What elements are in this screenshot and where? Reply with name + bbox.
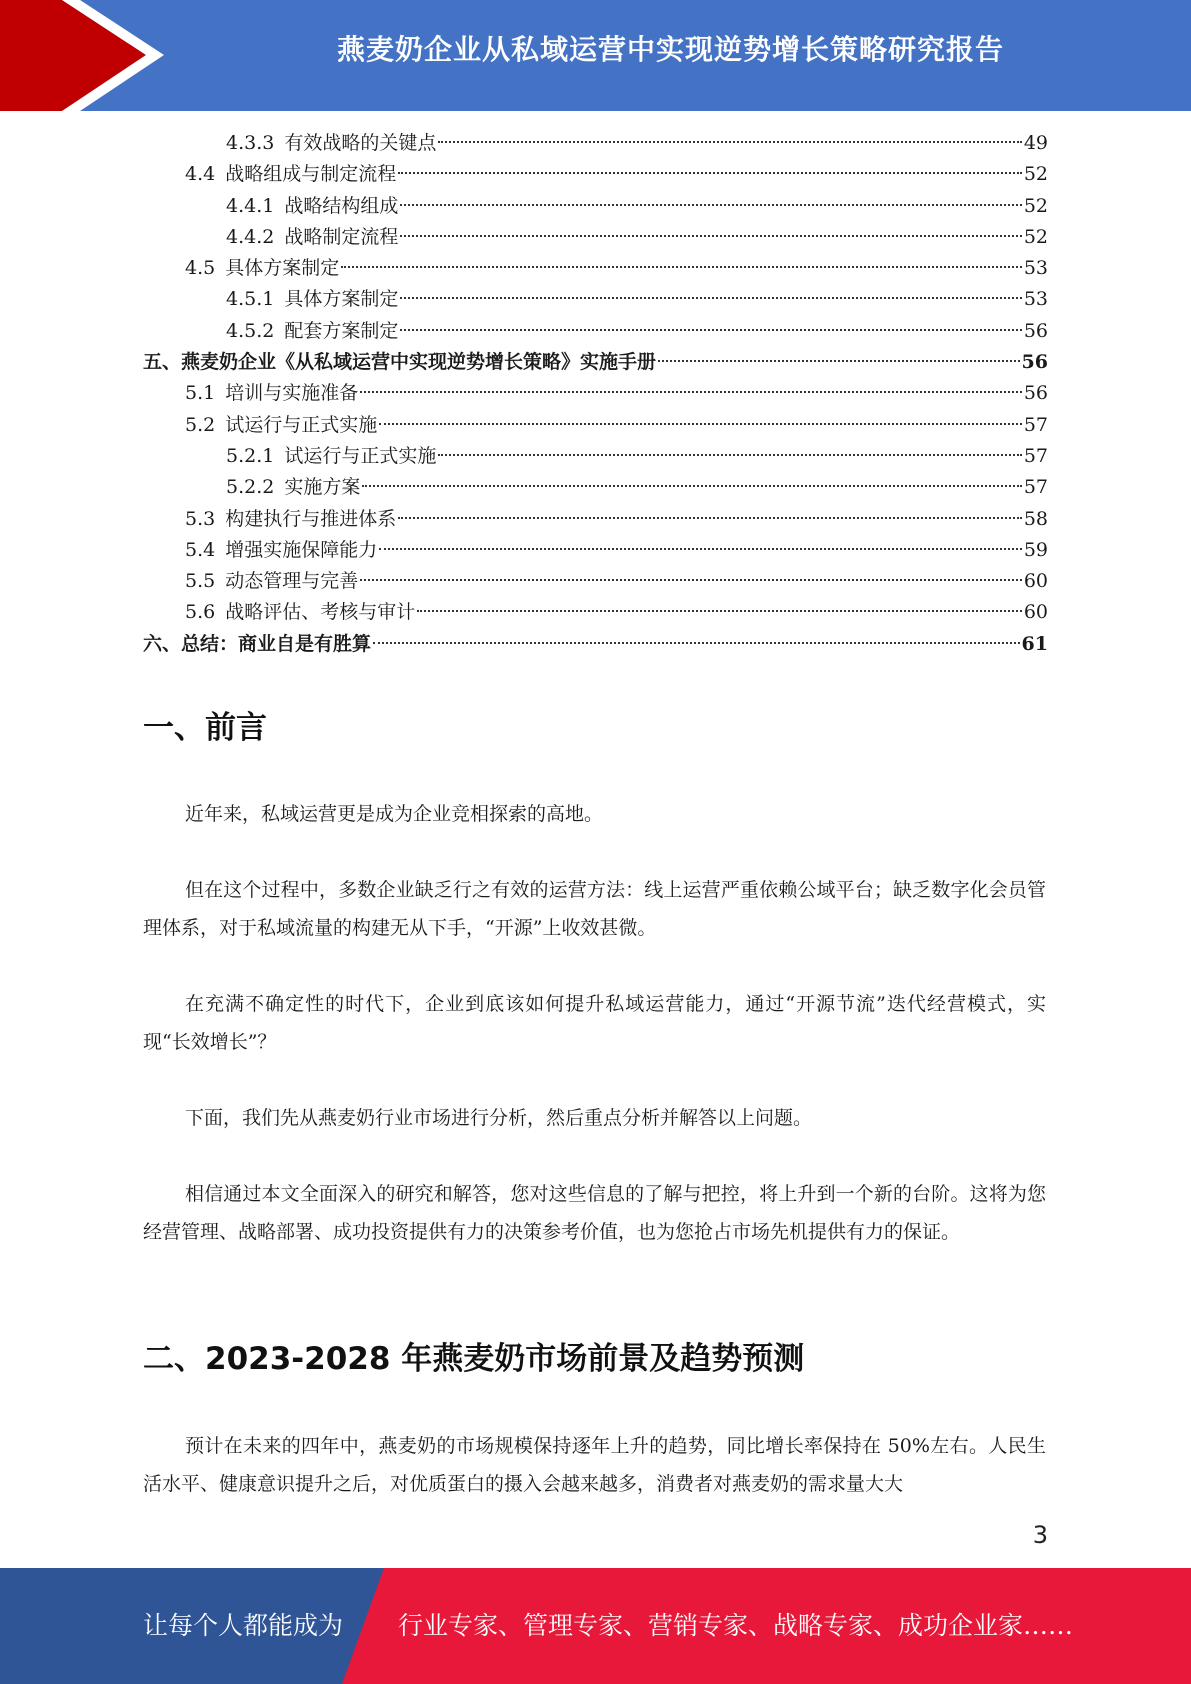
toc-entry-title: 战略制定流程 (284, 225, 399, 248)
toc-entry-title: 试运行与正式实施 (284, 444, 437, 467)
toc-entry[interactable] (143, 378, 1048, 409)
toc-entry-title: 具体方案制定 (284, 288, 399, 311)
toc-dot-leader (438, 454, 1021, 456)
toc-entry-title: 有效战略的关键点 (284, 132, 437, 154)
toc-entry-page: 52 (1023, 163, 1048, 186)
toc-entry-page: 57 (1023, 476, 1048, 499)
toc-entry-number: 5.6 (185, 601, 216, 624)
toc-entry-page: 60 (1023, 570, 1048, 593)
toc-entry[interactable] (143, 566, 1048, 597)
toc-entry-title: 动态管理与完善 (225, 570, 359, 593)
toc-dot-leader (379, 423, 1022, 425)
toc-entry-title: 培训与实施准备 (225, 382, 359, 405)
toc-entry-title: 具体方案制定 (225, 257, 340, 280)
toc-dot-leader (360, 391, 1022, 393)
toc-entry-page: 60 (1023, 601, 1048, 624)
toc-entry-page: 53 (1023, 288, 1048, 311)
toc-entry-number: 5.4 (185, 538, 216, 561)
toc-entry-number: 4.4.2 (226, 225, 275, 248)
toc-entry-page: 53 (1023, 257, 1048, 280)
toc-entry[interactable] (143, 472, 1048, 503)
toc-entry[interactable] (143, 191, 1048, 222)
toc-entry[interactable] (143, 629, 1048, 660)
header-title: 燕麦奶企业从私域运营中实现逆势增长策略研究报告 (336, 33, 1004, 66)
toc-entry-page: 61 (1021, 632, 1048, 655)
toc-entry-title: 试运行与正式实施 (225, 413, 378, 436)
paragraph: 近年来，私域运营更是成为企业竞相探索的高地。 (185, 803, 604, 825)
paragraph: 下面，我们先从燕麦奶行业市场进行分析，然后重点分析并解答以上问题。 (185, 1107, 813, 1129)
toc-dot-leader (400, 235, 1021, 237)
page-footer (0, 1568, 1191, 1684)
page-header (0, 0, 1191, 111)
toc-entry-title: 增强实施保障能力 (225, 538, 378, 561)
toc-entry-number: 5.3 (185, 507, 216, 530)
toc-dot-leader (398, 172, 1022, 174)
toc-entry-page: 57 (1023, 444, 1048, 467)
toc-entry-page: 56 (1023, 382, 1048, 405)
toc-entry-page: 52 (1023, 194, 1048, 217)
paragraph: 但在这个过程中，多数企业缺乏行之有效的运营方法：线上运营严重依赖公域平台；缺乏数字化会员管理体系，对于私域流量的构建无从下手，“开源”上收效甚微。 (143, 879, 1046, 939)
toc-dot-leader (400, 297, 1021, 299)
toc-entry-page: 59 (1023, 538, 1048, 561)
paragraph: 相信通过本文全面深入的研究和解答，您对这些信息的了解与把控，将上升到一个新的台阶。这将为您经营管理、战略部署、成功投资提供有力的决策参考价值，也为您抢占市场先机提供有力的保证。 (143, 1183, 1046, 1243)
toc-entry[interactable] (143, 128, 1048, 159)
toc-entry-number: 4.3.3 (226, 132, 275, 154)
toc-entry-page: 56 (1023, 319, 1048, 342)
toc-entry-title: 五、燕麦奶企业《从私域运营中实现逆势增长策略》实施手册 (143, 351, 657, 374)
toc-dot-leader (417, 610, 1022, 612)
toc-entry-page: 58 (1023, 507, 1048, 530)
toc-entry-page: 57 (1023, 413, 1048, 436)
toc-entry-title: 配套方案制定 (284, 319, 399, 342)
paragraph: 预计在未来的四年中，燕麦奶的市场规模保持逐年上升的趋势，同比增长率保持在 50%左右。人民生活水平、健康意识提升之后，对优质蛋白的摄入会越来越多，消费者对燕麦奶的需求量大大 (143, 1435, 1046, 1495)
toc-entry-number: 4.4.1 (226, 194, 275, 217)
toc-entry-page: 49 (1023, 132, 1048, 154)
toc-entry-number: 4.4 (185, 163, 216, 186)
toc-entry-number: 4.5.2 (226, 319, 275, 342)
paragraph: 在充满不确定性的时代下，企业到底该如何提升私域运营能力，通过“开源节流”迭代经营模式，实现“长效增长”？ (143, 993, 1046, 1053)
toc-dot-leader (400, 204, 1021, 206)
footer-slogan: 让每个人都能成为 (143, 1611, 344, 1640)
table-of-contents (143, 128, 1048, 660)
toc-dot-leader (658, 360, 1020, 362)
toc-entry-title: 构建执行与推进体系 (225, 507, 397, 530)
toc-entry-number: 5.5 (185, 570, 216, 593)
toc-entry[interactable] (143, 504, 1048, 535)
toc-dot-leader (398, 517, 1022, 519)
toc-dot-leader (341, 266, 1022, 268)
toc-entry[interactable] (143, 284, 1048, 315)
toc-entry-number: 5.1 (185, 382, 216, 405)
toc-dot-leader (400, 329, 1021, 331)
toc-entry[interactable] (143, 222, 1048, 253)
toc-dot-leader (360, 579, 1022, 581)
toc-dot-leader (373, 642, 1020, 644)
toc-dot-leader (379, 548, 1022, 550)
toc-entry-title: 六、总结：商业自是有胜算 (143, 632, 372, 655)
toc-entry-number: 5.2.1 (226, 444, 275, 467)
toc-entry-title: 实施方案 (284, 476, 361, 499)
toc-entry[interactable] (143, 347, 1048, 378)
toc-entry-number: 4.5.1 (226, 288, 275, 311)
toc-entry-number: 4.5 (185, 257, 216, 280)
toc-entry-number: 5.2 (185, 413, 216, 436)
toc-entry-title: 战略评估、考核与审计 (225, 601, 416, 624)
toc-entry[interactable] (143, 253, 1048, 284)
toc-dot-leader (362, 485, 1021, 487)
page-number: 3 (1032, 1521, 1048, 1549)
footer-roles: 行业专家、管理专家、营销专家、战略专家、成功企业家…… (398, 1611, 1074, 1640)
toc-entry[interactable] (143, 159, 1048, 190)
toc-entry[interactable] (143, 441, 1048, 472)
toc-entry[interactable] (143, 535, 1048, 566)
toc-entry[interactable] (143, 410, 1048, 441)
section-heading-preface: 一、前言 (143, 710, 267, 746)
toc-entry-title: 战略结构组成 (284, 194, 399, 217)
toc-entry-page: 56 (1021, 351, 1048, 374)
toc-entry-title: 战略组成与制定流程 (225, 163, 397, 186)
section-heading-market-forecast: 二、2023-2028 年燕麦奶市场前景及趋势预测 (143, 1341, 805, 1377)
toc-entry-number: 5.2.2 (226, 476, 275, 499)
toc-entry[interactable] (143, 316, 1048, 347)
toc-dot-leader (438, 141, 1021, 143)
toc-entry[interactable] (143, 597, 1048, 628)
toc-entry-page: 52 (1023, 225, 1048, 248)
